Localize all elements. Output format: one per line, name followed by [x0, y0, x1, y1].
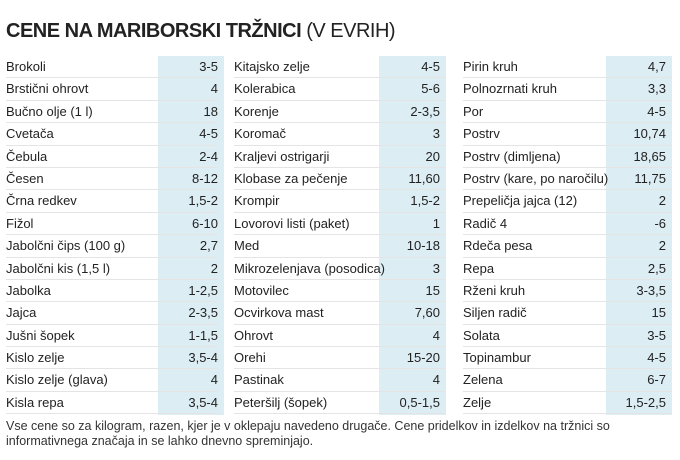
product-price: 15-20	[406, 350, 440, 366]
table-row	[234, 280, 446, 302]
product-price: 4-5	[647, 350, 666, 366]
product-price: 4-5	[421, 59, 440, 74]
table-row	[234, 392, 446, 414]
table-row	[6, 56, 218, 78]
product-name: Kislo zelje	[6, 350, 65, 366]
table-row	[463, 258, 672, 280]
product-name: Zelje	[463, 394, 492, 410]
product-price: 4,7	[647, 59, 666, 74]
product-price: 4	[210, 372, 218, 388]
table-row	[234, 347, 446, 369]
product-price: 1,5-2	[410, 193, 440, 209]
table-row	[6, 168, 218, 190]
product-name: Brokoli	[6, 59, 46, 74]
product-price: 2	[658, 193, 666, 209]
table-row	[234, 146, 446, 168]
product-name: Česen	[6, 170, 44, 186]
product-name: Krompir	[234, 193, 280, 209]
product-name: Postrv (kare, po naročilu)	[463, 170, 609, 186]
table-row	[6, 78, 218, 100]
product-price: 3-3,5	[636, 282, 666, 298]
product-name: Polnozrnati kruh	[463, 81, 557, 97]
table-row	[6, 347, 218, 369]
product-price: 4-5	[199, 126, 218, 142]
product-name: Postrv	[463, 126, 500, 142]
product-price: -6	[654, 215, 666, 231]
product-name: Topinambur	[463, 350, 531, 366]
product-price: 3,5-4	[188, 350, 218, 366]
product-price: 2	[658, 238, 666, 254]
product-name: Cvetača	[6, 126, 54, 142]
product-name: Jabolčni kis (1,5 l)	[6, 260, 111, 276]
table-row	[463, 347, 672, 369]
table-row	[6, 302, 218, 324]
product-price: 11,60	[408, 170, 440, 186]
product-price: 3	[432, 260, 440, 276]
product-name: Pirin kruh	[463, 59, 518, 74]
product-name: Korenje	[234, 103, 279, 119]
product-price: 6-10	[191, 215, 218, 231]
table-row	[463, 56, 672, 78]
product-price: 10-18	[406, 238, 440, 254]
product-price: 4	[432, 372, 440, 388]
table-row	[234, 302, 446, 324]
product-name: Kraljevi ostrigarji	[234, 148, 330, 164]
product-price: 8-12	[191, 170, 218, 186]
product-price: 1	[432, 215, 440, 231]
product-name: Brstični ohrovt	[6, 81, 89, 97]
product-price: 11,75	[634, 170, 666, 186]
product-price: 1-2,5	[188, 282, 218, 298]
table-row	[234, 369, 446, 391]
product-name: Jušni šopek	[6, 327, 75, 343]
table-row	[463, 280, 672, 302]
product-price: 1,5-2	[188, 193, 218, 209]
product-name: Klobase za pečenje	[234, 170, 348, 186]
product-price: 3,3	[647, 81, 666, 97]
product-name: Repa	[463, 260, 495, 276]
product-name: Ocvirkova mast	[234, 305, 324, 321]
product-name: Kisla repa	[6, 394, 64, 410]
product-price: 4	[432, 327, 440, 343]
product-price: 4-5	[647, 103, 666, 119]
product-name: Zelena	[463, 372, 503, 388]
product-price: 18	[203, 103, 218, 119]
product-price: 1,5-2,5	[625, 394, 666, 410]
product-price: 10,74	[633, 126, 666, 142]
product-price: 0,5-1,5	[399, 394, 440, 410]
product-name: Koromač	[234, 126, 287, 142]
price-column-1	[6, 56, 218, 414]
table-row	[234, 168, 446, 190]
product-price: 2-4	[199, 148, 218, 164]
table-row	[6, 369, 218, 391]
product-name: Solata	[463, 327, 500, 343]
table-row	[463, 369, 672, 391]
page-title	[6, 20, 395, 43]
product-name: Rdeča pesa	[463, 238, 533, 254]
price-column-2	[234, 56, 446, 414]
table-row	[463, 78, 672, 100]
table-row	[234, 78, 446, 100]
product-name: Kitajsko zelje	[234, 59, 310, 74]
product-name: Prepeličja jajca (12)	[463, 193, 578, 209]
product-name: Črna redkev	[6, 193, 77, 209]
product-name: Mikrozelenjava (posodica)	[234, 260, 386, 276]
product-price: 3-5	[647, 327, 666, 343]
product-price: 2,5	[647, 260, 666, 276]
table-row	[6, 213, 218, 235]
footnote: Vse cene so za kilogram, razen, kjer je v oklepaju navedeno drugače. Cene pridelkov in izdelkov na tržnici so informativnega značaja in se lahko dnevno spreminjajo.	[6, 419, 610, 448]
table-row	[463, 392, 672, 414]
table-row	[463, 101, 672, 123]
table-row	[463, 168, 672, 190]
product-price: 4	[210, 81, 218, 97]
table-row	[234, 325, 446, 347]
table-row	[234, 190, 446, 212]
product-price: 15	[425, 282, 440, 298]
product-name: Siljen radič	[463, 305, 527, 321]
table-row	[463, 325, 672, 347]
product-price: 20	[425, 148, 440, 164]
table-row	[463, 213, 672, 235]
table-row	[6, 258, 218, 280]
table-row	[234, 56, 446, 78]
price-column-3	[463, 56, 672, 414]
product-price: 15	[651, 305, 666, 321]
product-name: Jajca	[6, 305, 37, 321]
product-name: Jabolčni čips (100 g)	[6, 238, 126, 254]
table-row	[6, 280, 218, 302]
product-name: Bučno olje (1 l)	[6, 103, 93, 119]
product-name: Radič 4	[463, 215, 508, 231]
table-row	[6, 146, 218, 168]
product-name: Por	[463, 103, 484, 119]
product-price: 2-3,5	[188, 305, 218, 321]
table-row	[463, 146, 672, 168]
product-price: 3-5	[199, 59, 218, 74]
title-bold: CENE NA MARIBORSKI TRŽNICI	[6, 20, 302, 42]
table-row	[6, 392, 218, 414]
table-row	[463, 302, 672, 324]
product-price: 3	[432, 126, 440, 142]
product-price: 2,7	[199, 238, 218, 254]
table-row	[463, 190, 672, 212]
product-price: 1-1,5	[188, 327, 218, 343]
product-price: 2	[210, 260, 218, 276]
product-price: 6-7	[647, 372, 666, 388]
table-row	[6, 235, 218, 257]
table-row	[234, 258, 446, 280]
product-name: Čebula	[6, 148, 48, 164]
table-row	[6, 190, 218, 212]
product-price: 3,5-4	[188, 394, 218, 410]
product-name: Pastinak	[234, 372, 284, 388]
table-row	[234, 123, 446, 145]
product-name: Peteršilj (šopek)	[234, 394, 328, 410]
product-name: Motovilec	[234, 282, 289, 298]
table-row	[234, 101, 446, 123]
product-name: Med	[234, 238, 260, 254]
table-row	[463, 235, 672, 257]
product-name: Ohrovt	[234, 327, 274, 343]
product-name: Kolerabica	[234, 81, 296, 97]
product-name: Postrv (dimljena)	[463, 148, 561, 164]
product-price: 18,65	[633, 148, 666, 164]
product-name: Kislo zelje (glava)	[6, 372, 108, 388]
product-name: Fižol	[6, 215, 34, 231]
product-name: Jabolka	[6, 282, 51, 298]
table-row	[234, 235, 446, 257]
table-row	[6, 123, 218, 145]
table-row	[234, 213, 446, 235]
table-row	[6, 101, 218, 123]
product-name: Lovorovi listi (paket)	[234, 215, 350, 231]
product-name: Rženi kruh	[463, 282, 526, 298]
product-price: 7,60	[414, 305, 440, 321]
title-unit: (V EVRIH)	[301, 20, 396, 42]
table-row	[463, 123, 672, 145]
product-price: 2-3,5	[410, 103, 440, 119]
product-price: 5-6	[421, 81, 440, 97]
table-row	[6, 325, 218, 347]
product-name: Orehi	[234, 350, 266, 366]
